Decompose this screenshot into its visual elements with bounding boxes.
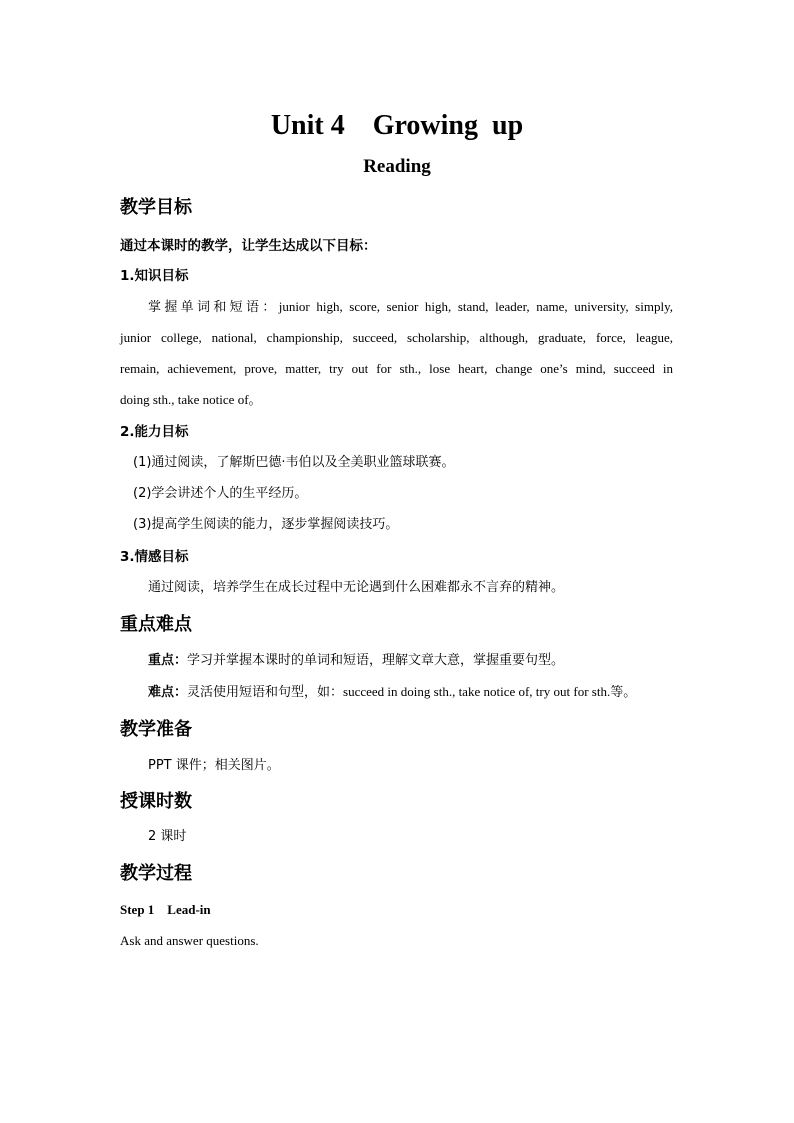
step1-text: Ask and answer questions. (120, 933, 259, 948)
preparation-text: PPT 课件；相关图片。 (148, 758, 280, 773)
section-subtitle: Reading (363, 156, 431, 177)
emotion-text: 通过阅读，培养学生在成长过程中无论遇到什么困难都永不言弃的精神。 (148, 580, 565, 595)
difficult-point-line: 难点：灵活使用短语和句型，如：succeed in doing sth., take notice of, try out for sth.等。 (148, 684, 637, 700)
objectives-intro: 通过本课时的教学，让学生达成以下目标： (120, 238, 377, 254)
heading-preparation: 教学准备 (120, 719, 192, 740)
heading-objectives: 教学目标 (120, 197, 192, 218)
ability-item-1: (1)通过阅读，了解斯巴德·韦伯以及全美职业篮球联赛。 (133, 455, 455, 470)
heading-process: 教学过程 (120, 863, 192, 884)
vocab-line-1: 掌握单词和短语：junior high, score, senior high, stand, leader, name, university, simply, (148, 299, 673, 315)
ability-item-2: (2)学会讲述个人的生平经历。 (133, 486, 308, 501)
heading-hours: 授课时数 (120, 791, 192, 812)
ability-item-3: (3)提高学生阅读的能力，逐步掌握阅读技巧。 (133, 517, 399, 532)
heading-knowledge: 1.知识目标 (120, 268, 189, 284)
hours-text: 2 课时 (148, 829, 187, 844)
vocab-line-4: doing sth., take notice of。 (120, 392, 262, 407)
vocab-line-2: junior college, national, championship, succeed, scholarship, although, graduate, force, league, (120, 330, 673, 345)
step1-heading: Step 1 Lead-in (120, 902, 211, 917)
heading-key-points: 重点难点 (120, 614, 192, 635)
key-point-line: 重点：学习并掌握本课时的单词和短语，理解文章大意，掌握重要句型。 (148, 653, 565, 668)
unit-title: Unit 4 Growing up (270, 110, 524, 141)
vocab-line-3: remain, achievement, prove, matter, try out for sth., lose heart, change one’s mind, succeed in (120, 361, 673, 376)
heading-ability: 2.能力目标 (120, 424, 189, 440)
heading-emotion: 3.情感目标 (120, 549, 189, 565)
